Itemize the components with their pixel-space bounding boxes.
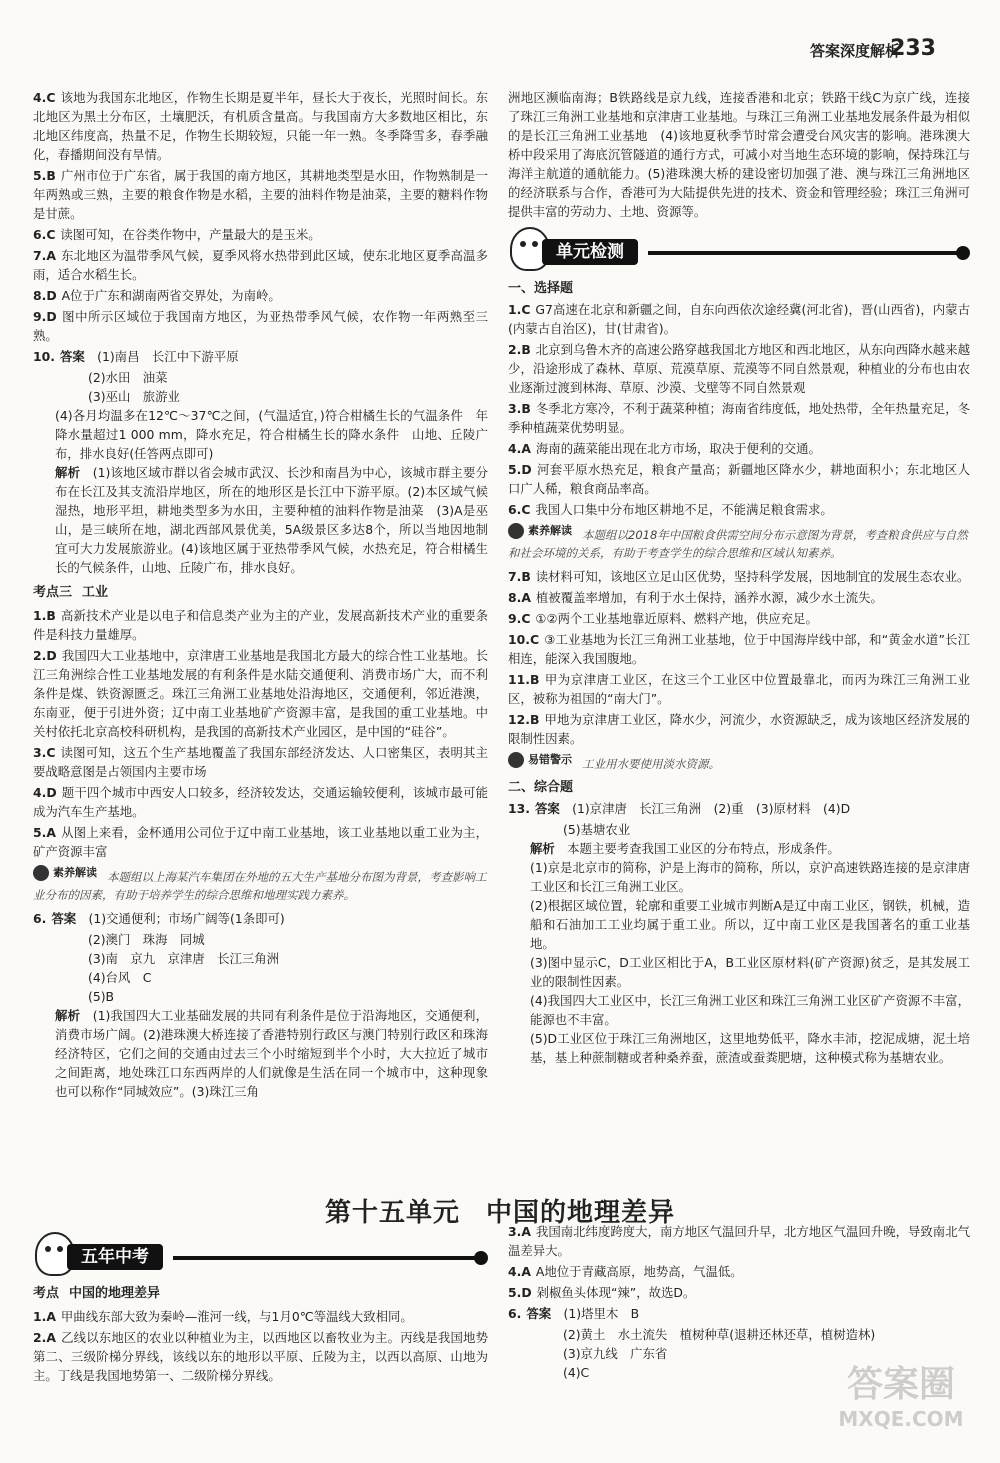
q6-analysis-continued: 洲地区濒临南海；B铁路线是京九线，连接香港和北京；铁路干线C为京广线，连接了珠江三角洲工业基地和京津唐工业基地。与珠江三角洲工业基地发展条件最为相似的是长江三角洲工业基地 (4)该地夏秋季节时常会遭受台风灾害的影响。港珠澳大桥中段采用了海底沉管隧道的通行方式，可减小对当地生态环境的影响，保持珠江与海洋主航道的通航能力。(5)港珠澳大桥的建设密切加强了港、澳与珠江三角洲地区的经济联系与合作，香港可为大陆提供先进的技术、资金和管理经验；珠江三角洲可提供丰富的劳动力、土地、资源等。	[508, 90, 970, 219]
answer-item: 7.A 东北地区为温带季风气候，夏季风将水热带到此区域，使东北地区夏季高温多雨，适合水稻生长。	[33, 248, 488, 282]
banner-label: 单元检测	[542, 239, 638, 265]
q13-analysis-para: (4)我国四大工业区中，长江三角洲工业区和珠江三角洲工业区矿产资源不丰富，能源也不丰富。	[530, 993, 970, 1027]
q6b-answer-line: (4)C	[563, 1365, 590, 1380]
literacy-note: 素养解读 本题组以上海某汽车集团在外地的五大生产基地分布图为背景，考查影响工业分布的因素，有助于培养学生的综合思维和地理实践力素养。	[33, 866, 487, 902]
literacy-icon: 素养解读	[508, 522, 572, 540]
banner-line	[173, 1256, 478, 1260]
left-column	[33, 88, 488, 1101]
answer-item: 2.A 乙线以东地区的农业以种植业为主，以西地区以畜牧业为主。丙线是我国地势第二、三级阶梯分界线，该线以东的地形以平原、丘陵为主，以西以高原、山地为主。丁线是我国地势第一、二级阶梯分界线。	[33, 1330, 488, 1383]
banner-dot-icon	[956, 246, 970, 260]
right-column	[508, 88, 970, 1067]
answer-item: 7.B 读材料可知，该地区立足山区优势，坚持科学发展，因地制宜的发展生态农业。	[508, 569, 970, 584]
answer-item: 4.A 海南的蔬菜能出现在北方市场，取决于便利的交通。	[508, 441, 821, 456]
answer-item: 12.B 甲地为京津唐工业区，降水少，河流少，水资源缺乏，成为该地区经济发展的限制性因素。	[508, 712, 970, 746]
q6b-answer-line: (2)黄土 水土流失 植树种草(退耕还林还草，植树造林)	[563, 1327, 876, 1342]
q6-analysis: 解析 (1)我国四大工业基础发展的共同有利条件是位于沿海地区，交通便利，消费市场广阔。(2)港珠澳大桥连接了香港特别行政区与澳门特别行政区和珠海经济特区，它们之间的交通由过去三个小时缩短到半个小时，大大拉近了城市之间距离，地处珠江口东西两岸的人们就像是生活在同一个城市中，这种现象也可以称作“同城效应”。(3)珠江三角	[55, 1008, 489, 1099]
answer-item: 1.C G7高速在北京和新疆之间，自东向西依次途经冀(河北省)，晋(山西省)，内蒙古(内蒙古自治区)，甘(甘肃省)。	[508, 302, 970, 336]
q13-analysis-para: (1)京是北京市的简称，沪是上海市的简称，所以，京沪高速铁路连接的是京津唐工业区和长江三角洲工业区。	[530, 860, 970, 894]
answer-item: 6.C 读图可知，在谷类作物中，产量最大的是玉米。	[33, 227, 321, 242]
q6-answer-line: (4)台风 C	[88, 970, 152, 985]
q6-answer-line: (3)南 京九 京津唐 长江三角洲	[88, 951, 280, 966]
answer-item: 5.B 广州市位于广东省，属于我国的南方地区，其耕地类型是水田，作物熟制是一年两熟或三熟，主要的粮食作物是水稻，主要的油料作物是油菜，主要的糖料作物是甘蔗。	[33, 168, 488, 221]
literacy-icon: 素养解读	[33, 864, 97, 882]
literacy-note: 素养解读 本题组以2018年中国粮食供需空间分布示意图为背景，考查粮食供应与自然和社会环境的关系，有助于考查学生的综合思维和区域认知素养。	[508, 524, 968, 560]
q13-answer-line: (5)基塘农业	[563, 822, 631, 837]
question-6b-answer: 6. 答案 (1)塔里木 B	[508, 1306, 640, 1321]
q6-answer-line: (2)澳门 珠海 同城	[88, 932, 205, 947]
answer-item: 4.C 该地为我国东北地区，作物生长期是夏半年，昼长大于夜长，光照时间长。东北地区为黑土分布区，土壤肥沃，有机质含量高。与我国南方大多数地区相比，东北地区纬度高，热量不足，作物生长期较短，只能一年一熟。冬季降雪多，春季融化，春播期间没有旱情。	[33, 90, 488, 162]
answer-item: 8.D A位于广东和湖南两省交界处，为南岭。	[33, 288, 281, 303]
answer-item: 10.C ③工业基地为长江三角洲工业基地，位于中国海岸线中部，和“黄金水道”长江相连，能深入我国腹地。	[508, 632, 970, 666]
watermark-logo: 答案圈 MXQE.COM	[838, 1364, 964, 1431]
bottom-left-column	[33, 1232, 488, 1387]
answer-item: 8.A 植被覆盖率增加，有利于水土保持，涵养水源，减少水土流失。	[508, 590, 883, 605]
question-6-answer: 6. 答案 (1)交通便利；市场广阔等(1条即可)	[33, 911, 285, 926]
section-comprehensive: 二、综合题	[508, 780, 574, 795]
q10-analysis: 解析 (1)该地区域市群以省会城市武汉、长沙和南昌为中心，该城市群主要分布在长江及其支流沿岸地区，所在的地形区是长江中下游平原。(2)本区域气候湿热，地形平坦，耕地类型多为水田，主要种植的油料作物是油菜 (3)A是巫山，是三峡所在地，湖北西部风景优美，5A级景区多达8个，所以当地因地制宜可大力发展旅游业。(4)该地区属于亚热带季风气候，水热充足，符合柑橘生长的气候条件，山地、丘陵广布，排水良好。	[55, 465, 489, 575]
q10-answer-line: (2)水田 油菜	[88, 370, 168, 385]
q6-answer-line: (5)B	[88, 989, 115, 1004]
q13-analysis: 解析 本题主要考查我国工业区的分布特点，形成条件。	[530, 841, 840, 856]
answer-item: 3.C 读图可知，这五个生产基地覆盖了我国东部经济发达、人口密集区，表明其主要战略意图是占领国内主要市场	[33, 745, 488, 779]
question-10-answer: 10. 答案 (1)南昌 长江中下游平原	[33, 349, 239, 364]
answer-item: 9.D 图中所示区域位于我国南方地区，为亚热带季风气候，农作物一年两熟至三熟。	[33, 309, 488, 343]
bottom-right-column	[508, 1222, 970, 1382]
answer-item: 4.A A地位于青藏高原，地势高，气温低。	[508, 1264, 743, 1279]
q13-analysis-para: (2)根据区域位置，轮廓和重要工业城市判断A是辽中南工业区，钢铁，机械，造船和石油加工工业均属于重工业。所以，辽中南工业区是我国著名的重工业基地。	[530, 898, 970, 951]
unit-test-banner	[508, 227, 970, 271]
answer-item: 1.B 高新技术产业是以电子和信息类产业为主的产业，发展高新技术产业的重要条件是科技力量雄厚。	[33, 608, 488, 642]
page-number: 233	[890, 36, 936, 61]
answer-item: 3.A 我国南北纬度跨度大，南方地区气温回升早，北方地区气温回升晚，导致南北气温差异大。	[508, 1224, 970, 1258]
warning-icon: 易错警示	[508, 751, 572, 769]
q6b-answer-line: (3)京九线 广东省	[563, 1346, 668, 1361]
section-choice: 一、选择题	[508, 281, 574, 296]
answer-item: 4.D 题干四个城市中西安人口较多，经济较发达，交通运输较便利，该城市最可能成为汽车生产基地。	[33, 785, 488, 819]
answer-item: 2.B 北京到乌鲁木齐的高速公路穿越我国北方地区和西北地区，从东向西降水越来越少，沿途形成了森林、草原、荒漠草原、荒漠等不同自然景观，种植业的分布也由农业逐渐过渡到林海、草原、沙漠、戈壁等不同自然景观	[508, 342, 970, 395]
unit-title: 第十五单元 中国的地理差异	[324, 1198, 676, 1228]
answer-item: 6.C 我国人口集中分布地区耕地不足，不能满足粮食需求。	[508, 502, 833, 517]
banner-dot-icon	[474, 1251, 488, 1265]
answer-item: 9.C ①②两个工业基地靠近原料、燃料产地，供应充足。	[508, 611, 818, 626]
section-heading-differences: 考点 中国的地理差异	[33, 1286, 161, 1301]
banner-label: 五年中考	[67, 1244, 163, 1270]
answer-item: 5.D 剁椒鱼头体现“辣”，故选D。	[508, 1285, 696, 1300]
q13-analysis-para: (3)图中显示C，D工业区相比于A，B工业区原材料(矿产资源)贫乏，是其发展工业的限制性因素。	[530, 955, 970, 989]
section-heading-industry: 考点三 工业	[33, 585, 109, 600]
five-year-exam-banner	[33, 1232, 488, 1276]
header-title: 答案深度解析	[809, 42, 900, 60]
answer-item: 3.B 冬季北方寒冷，不利于蔬菜种植；海南省纬度低，地处热带，全年热量充足，冬季种植蔬菜优势明显。	[508, 401, 970, 435]
warning-note: 易错警示 工业用水要使用淡水资源。	[508, 751, 970, 773]
answer-item: 5.D 河套平原水热充足，粮食产量高；新疆地区降水少，耕地面积小；东北地区人口广人稀，粮食商品率高。	[508, 462, 970, 496]
answer-item: 2.D 我国四大工业基地中，京津唐工业基地是我国北方最大的综合性工业基地。长江三角洲综合性工业基地发展的有利条件是水陆交通便利、消费市场广大，而不利条件是煤、铁资源匮乏。珠江三角洲工业基地处沿海地区，交通便利，邻近港澳，东南亚，便于引进外资；辽中南工业基地矿产资源丰富，是我国的重工业基地。中关村依托北京高校科研机构，是我国的高新技术产业园区，是中国的“硅谷”。	[33, 648, 488, 739]
answer-item: 5.A 从图上来看，金杯通用公司位于辽中南工业基地，该工业基地以重工业为主，矿产资源丰富	[33, 825, 488, 859]
banner-line	[648, 251, 960, 255]
answer-item: 11.B 甲为京津唐工业区，在这三个工业区中位置最靠北，而丙为珠江三角洲工业区，被称为祖国的“南大门”。	[508, 672, 970, 706]
q10-answer-line: (4)各月均温多在12℃～37℃之间，(气温适宜，)符合柑橘生长的气温条件 年降水量超过1 000 mm，降水充足，符合柑橘生长的降水条件 山地、丘陵广布，排水良好(任答两点即可)	[55, 408, 488, 461]
page-header	[0, 36, 1000, 66]
q10-answer-line: (3)巫山 旅游业	[88, 389, 180, 404]
question-13-answer: 13. 答案 (1)京津唐 长江三角洲 (2)重 (3)原材料 (4)D	[508, 801, 851, 816]
answer-item: 1.A 甲曲线东部大致为秦岭—淮河一线，与1月0℃等温线大致相同。	[33, 1309, 413, 1324]
q13-analysis-para: (5)D工业区位于珠江三角洲地区，这里地势低平，降水丰沛，挖泥成塘，泥土培基，基上种蔗制糖或者种桑养蚕，蔗渣或蚕粪肥塘，这种模式称为基塘农业。	[530, 1031, 970, 1065]
